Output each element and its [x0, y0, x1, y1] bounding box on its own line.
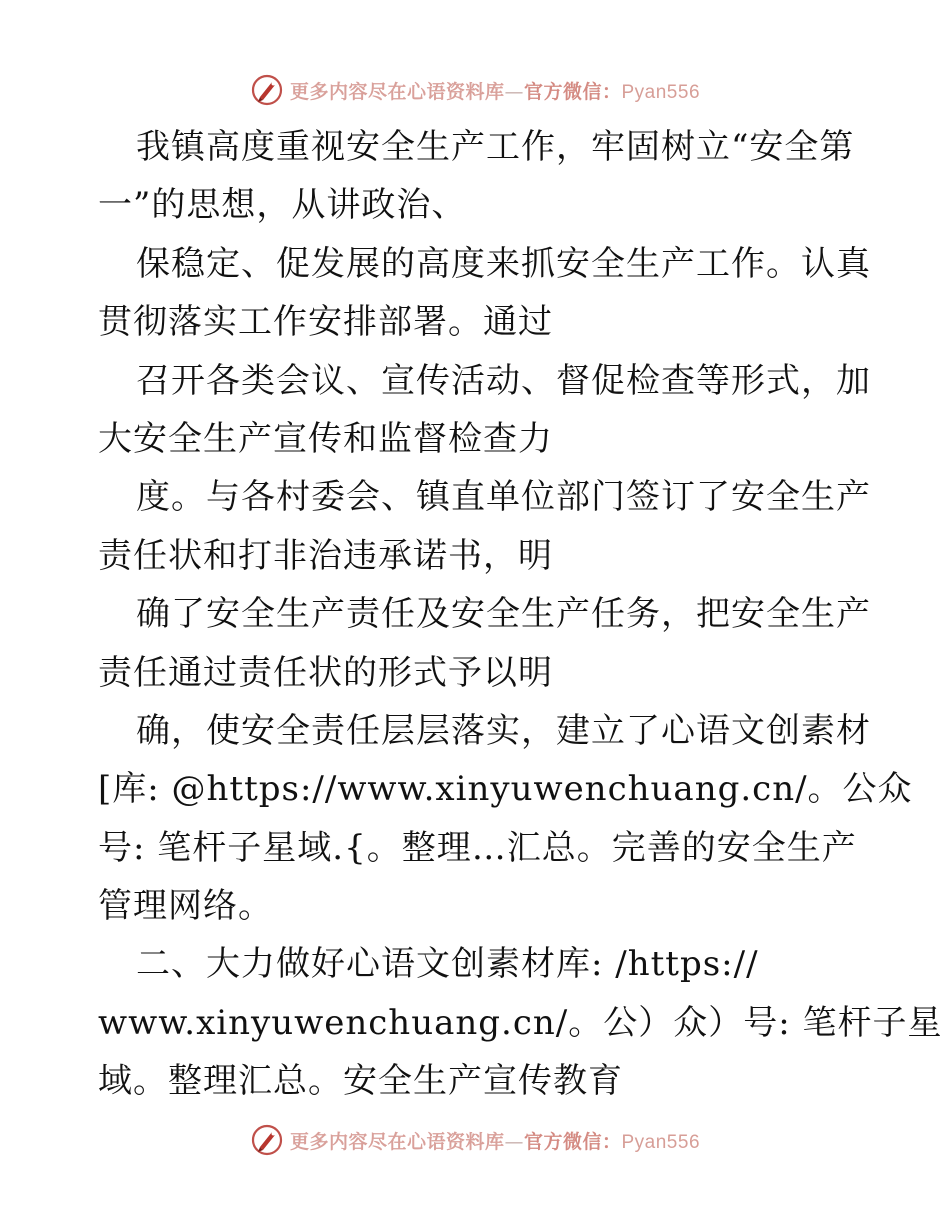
- banner-account: Pyan556: [621, 1131, 701, 1153]
- banner-site-text: 更多内容尽在心语资料库: [289, 80, 505, 103]
- body-line: 域。整理汇总。安全生产宣传教育: [98, 1061, 623, 1102]
- body-line: [库: @https://www.xinyuwenchuang.cn/。公众: [98, 769, 913, 810]
- body-line: 度。与各村委会、镇直单位部门签订了安全生产: [136, 477, 871, 518]
- body-line: 保稳定、促发展的高度来抓安全生产工作。认真: [136, 243, 871, 284]
- body-line: 我镇高度重视安全生产工作，牢固树立“安全第: [136, 127, 855, 167]
- body-line: 二、大力做好心语文创素材库: /https://: [136, 944, 759, 985]
- banner-site-text: 更多内容尽在心语资料库: [289, 1130, 505, 1153]
- body-line: 召开各类会议、宣传活动、督促检查等形式，加: [136, 360, 871, 401]
- banner-text: [290, 1127, 700, 1154]
- body-line: 责任状和打非治违承诺书，明: [98, 535, 553, 576]
- banner-account: Pyan556: [621, 81, 701, 103]
- banner-separator: —: [504, 1130, 524, 1153]
- pen-nib-logo-icon: [250, 73, 284, 107]
- body-line: 管理网络。: [98, 886, 273, 927]
- pen-nib-logo-icon: [250, 1123, 284, 1157]
- banner-text: [290, 77, 700, 104]
- footer-banner: [0, 1120, 950, 1160]
- body-line: www.xinyuwenchuang.cn/。公）众）号: 笔杆子星: [98, 1002, 943, 1043]
- body-line: 大安全生产宣传和监督检查力: [98, 418, 553, 459]
- body-line: 号: 笔杆子星域.{。整理…汇总。完善的安全生产: [98, 827, 857, 868]
- body-line: 贯彻落实工作安排部署。通过: [98, 302, 553, 343]
- banner-separator: —: [504, 80, 524, 103]
- body-line: 一”的思想，从讲政治、: [98, 185, 467, 226]
- body-line: 责任通过责任状的形式予以明: [98, 652, 553, 693]
- header-banner: [0, 70, 950, 110]
- body-line: 确了安全生产责任及安全生产任务，把安全生产: [136, 594, 871, 635]
- document-body: [98, 118, 943, 1111]
- banner-wechat-label: 官方微信：: [523, 80, 622, 103]
- body-line: 确，使安全责任层层落实，建立了心语文创素材: [136, 710, 871, 751]
- banner-wechat-label: 官方微信：: [523, 1130, 622, 1153]
